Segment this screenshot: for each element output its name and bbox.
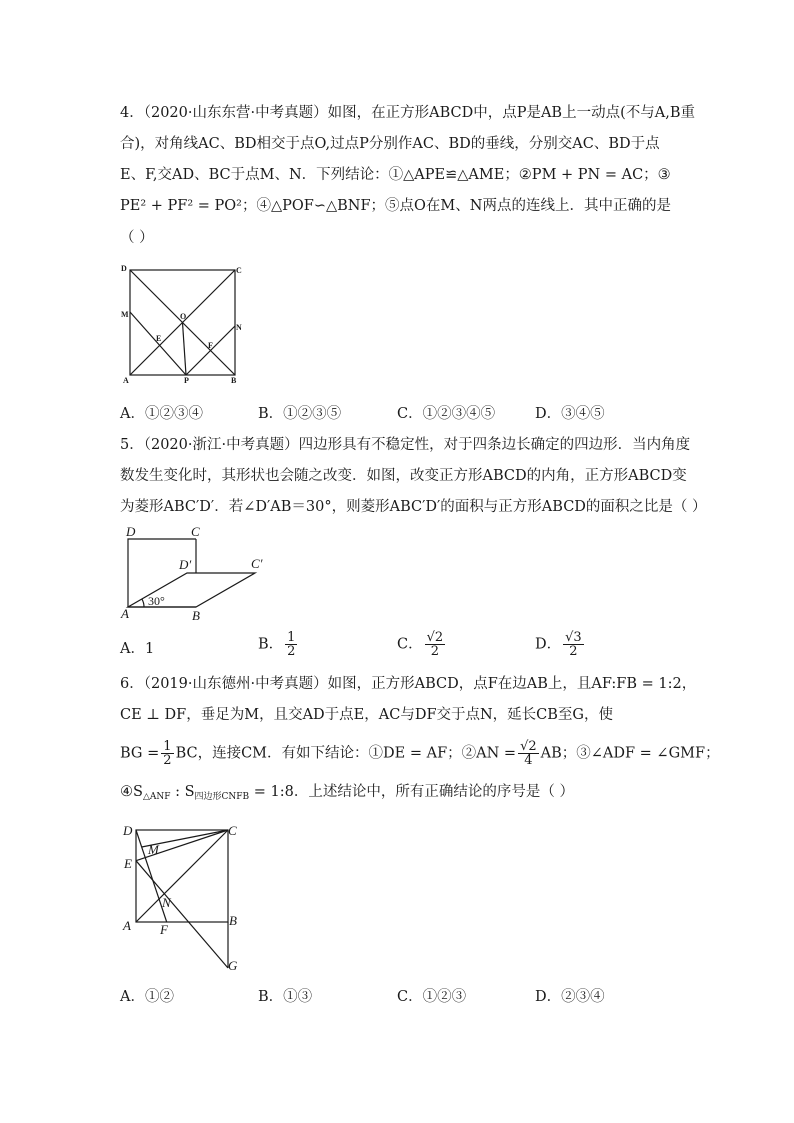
q6-line4-sub2: 四边形CNFB [194,792,250,802]
q6-label-n: N [162,895,171,910]
q6-label-c: C [228,823,237,838]
q5-label-dprime: D′ [179,557,192,572]
q6-text-line-4 [120,782,574,807]
q4-label-c: C [236,266,242,275]
q6-line4-sub1: △ANF [142,792,171,802]
q6-option-b: B．①③ [258,989,313,1005]
q5-option-b-den: 2 [287,644,296,659]
q5-option-c [397,631,447,658]
q4-label-p: P [184,376,189,385]
q6-label-m: M [148,842,159,857]
q4-option-b: B．①②③⑤ [258,406,342,422]
q6-figure [118,820,253,973]
q4-text-line-1: 4．（2020·山东东营·中考真题）如图，在正方形ABCD中，点P是AB上一动点(不与A,B重 [120,105,695,121]
q4-option-c: C．①②③④⑤ [397,406,496,422]
q6-label-b: B [229,913,237,928]
q4-label-n: N [236,323,242,332]
q4-option-a: A．①②③④ [120,406,203,422]
q5-option-d-num: √3 [565,630,582,645]
q4-text-line-5: （ ） [120,230,154,246]
q6-label-f: F [160,922,168,937]
q6-line3-b: BC，连接CM．有如下结论：①DE = AF；②AN = [175,745,517,762]
q4-option-d: D．③④⑤ [535,406,605,422]
q4-text-line-3: E、F,交AD、BC于点M、N．下列结论：①△APE≌△AME；②PM + PN = AC；③ [120,167,671,183]
q5-text-line-2: 数发生变化时，其形状也会随之改变．如图，改变正方形ABCD的内角，正方形ABCD变 [120,468,687,484]
q6-line3-c: AB；③∠ADF = ∠GMF； [540,745,720,762]
q5-option-a: A．1 [120,641,155,657]
q5-text-line-3: 为菱形ABC′D′．若∠D′AB＝30°，则菱形ABC′D′的面积与正方形ABCD的面积之比是（ ） [120,499,707,515]
q6-option-d: D．②③④ [535,989,605,1005]
q4-label-f: F [208,341,213,350]
q6-line3-num: 1 [163,739,172,754]
q5-label-b: B [192,608,200,623]
q5-angle-label: 30° [148,594,165,608]
q6-line3-num2: √2 [520,739,537,754]
q5-option-d [535,631,586,658]
q5-option-b [258,631,299,658]
q5-figure [118,522,278,627]
q6-option-c: C．①②③ [397,989,467,1005]
q6-line3-den: 2 [163,753,172,768]
q4-label-m: M [121,310,129,319]
q6-text-line-3 [120,740,720,767]
q5-option-b-prefix: B． [258,636,284,653]
q5-option-c-prefix: C． [397,636,423,653]
q4-label-b: B [231,376,237,385]
q5-label-cprime: C′ [251,556,263,571]
q6-label-e: E [124,856,132,871]
q5-label-a: A [121,606,129,621]
q6-text-line-1: 6．（2019·山东德州·中考真题）如图，正方形ABCD，点F在边AB上，且AF:FB = 1:2， [120,676,697,692]
q4-text-line-4: PE² + PF² = PO²；④△POF∽△BNF；⑤点O在M、N两点的连线上．其中正确的是 [120,198,671,214]
q5-option-d-den: 2 [569,644,578,659]
q5-option-d-prefix: D． [535,636,562,653]
q6-line3-den2: 4 [524,753,533,768]
q6-label-g: G [228,958,238,973]
q5-label-d: D [126,524,136,539]
q6-option-a: A．①② [120,989,174,1005]
q4-text-line-2: 合)，对角线AC、BD相交于点O,过点P分别作AC、BD的垂线，分别交AC、BD于点 [120,136,660,152]
q5-text-line-1: 5．（2020·浙江·中考真题）四边形具有不稳定性，对于四条边长确定的四边形．当内角度 [120,437,691,453]
q5-option-c-den: 2 [430,644,440,659]
q4-label-d: D [121,264,127,273]
q6-label-d: D [123,823,133,838]
q4-label-o: O [180,312,187,321]
q5-option-c-num: √2 [426,630,444,645]
q4-figure [118,262,258,392]
q6-text-line-2: CE ⊥ DF，垂足为M，且交AD于点E，AC与DF交于点N，延长CB至G，使 [120,707,614,723]
q6-line3-a: BG = [120,745,160,762]
q6-label-a: A [123,918,131,933]
q6-line4-a: ④S [120,784,143,800]
q6-line4-b: : S [170,784,195,800]
q4-label-e: E [156,334,162,343]
q5-label-c: C [191,524,200,539]
q4-label-a: A [123,376,129,385]
q6-line4-c: = 1:8．上述结论中，所有正确结论的序号是（ ） [249,784,574,800]
q5-option-b-num: 1 [287,630,296,645]
